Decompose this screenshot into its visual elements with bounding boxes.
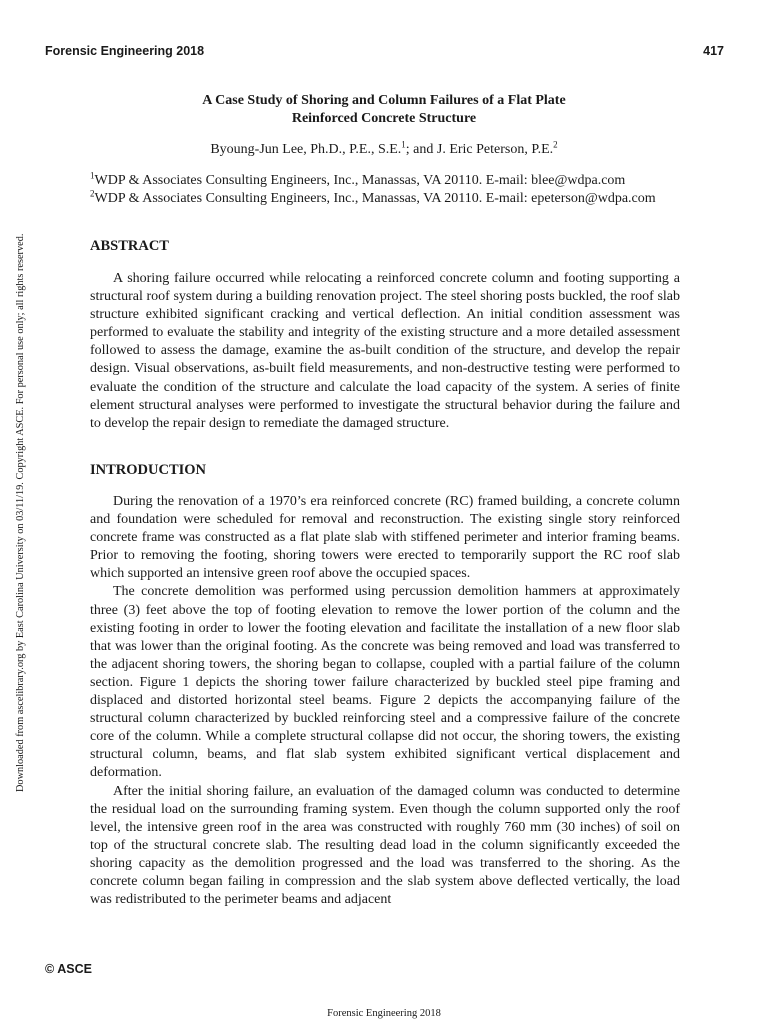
affiliation-1-marker: 1 <box>90 170 95 181</box>
download-notice <box>1 230 26 792</box>
author-1-marker: 1 <box>401 139 406 150</box>
abstract-heading: ABSTRACT <box>90 238 169 254</box>
affiliations <box>90 172 680 207</box>
introduction-body <box>90 493 680 909</box>
affiliation-1 <box>90 172 680 190</box>
copyright-notice: © ASCE <box>45 962 92 976</box>
affiliation-2-marker: 2 <box>90 187 95 198</box>
running-footer-journal: Forensic Engineering 2018 <box>327 1008 441 1019</box>
affiliation-2-text: WDP & Associates Consulting Engineers, Inc., Manassas, VA 20110. E-mail: epeterson@wdpa.com <box>94 190 656 206</box>
running-header-journal: Forensic Engineering 2018 <box>45 44 205 58</box>
author-separator: ; and J. Eric Peterson, P.E. <box>405 142 554 157</box>
title-line-2: Reinforced Concrete Structure <box>291 111 477 126</box>
page-number: 417 <box>703 44 724 58</box>
author-1: Byoung-Jun Lee, Ph.D., P.E., S.E. <box>210 142 402 157</box>
intro-paragraph-1: During the renovation of a 1970’s era reinforced concrete (RC) framed building, a concrete column and foundation were scheduled for removal and reconstruction. The existing single story reinforced concrete frame was constructed as a flat plate slab with stiffened perimeter and interior framing beams. Prior to removing the footing, shoring towers were erected to temporarily support the RC roof slab which supported an intensive green roof above the occupied spaces. <box>90 494 680 582</box>
abstract-body <box>90 270 680 433</box>
download-notice-text: Downloaded from ascelibrary.org by East Carolina University on 03/11/19. Copyright ASCE. For personal use only; all rights reserved. <box>15 233 26 792</box>
intro-paragraph-2: The concrete demolition was performed using percussion demolition hammers at approximately three (3) feet above the top of footing elevation to remove the lower portion of the column and the existing footing in order to lower the footing elevation and facilitate the installation of a new floor slab that was lower than the original footing. As the concrete was being removed and load was transferred to the adjacent shoring towers, the shoring began to collapse, coupled with a partial failure of the column section. Figure 1 depicts the shoring tower failure characterized by buckled steel pipe framing and displaced and distorted horizontal steel beams. Figure 2 depicts the accompanying failure of the structural column characterized by buckled reinforcing steel and a compressive failure of the concrete core of the column. While a complete structural collapse did not occur, the shoring towers, the existing structural column, beams, and flat slab system exhibited significant vertical displacement and deformation. <box>90 584 680 781</box>
intro-paragraph-3: After the initial shoring failure, an evaluation of the damaged column was conducted to determine the residual load on the surrounding framing system. Even though the column supported only the roof level, the intensive green roof in the area was constructed with roughly 760 mm (30 inches) of soil on top of the structural concrete slab. The resulting dead load in the column significantly exceeded the shoring capacity as the demolition progressed and the load was transferred to the shoring. As the concrete column began failing in compression and the slab system above deflected vertically, the load was redistributed to the perimeter beams and adjacent <box>90 783 680 908</box>
introduction-heading: INTRODUCTION <box>90 462 207 478</box>
affiliation-2 <box>90 187 680 208</box>
author-line <box>90 141 678 159</box>
abstract-paragraph: A shoring failure occurred while relocating a reinforced concrete column and footing supporting a structural roof system during a building renovation project. The steel shoring posts buckled, the roof slab structure exhibited significant cracking and vertical deflection. An initial condition assessment was performed to evaluate the stability and integrity of the existing structure and a more detailed assessment followed to assess the damage, examine the as-built condition of the structure, and develop the repair design. Visual observations, as-built field measurements, and non-destructive testing were performed to evaluate the condition of the structure and calculate the load capacity of the system. A series of finite element structural analyses were performed to investigate the structural behavior during the failure and to develop the repair design to remediate the damaged structure. <box>90 271 680 431</box>
affiliation-1-text: WDP & Associates Consulting Engineers, Inc., Manassas, VA 20110. E-mail: blee@wdpa.com <box>94 173 626 188</box>
paper-title <box>90 92 678 128</box>
author-2-marker: 2 <box>553 139 558 150</box>
title-line-1: A Case Study of Shoring and Column Failures of a Flat Plate <box>202 93 566 108</box>
